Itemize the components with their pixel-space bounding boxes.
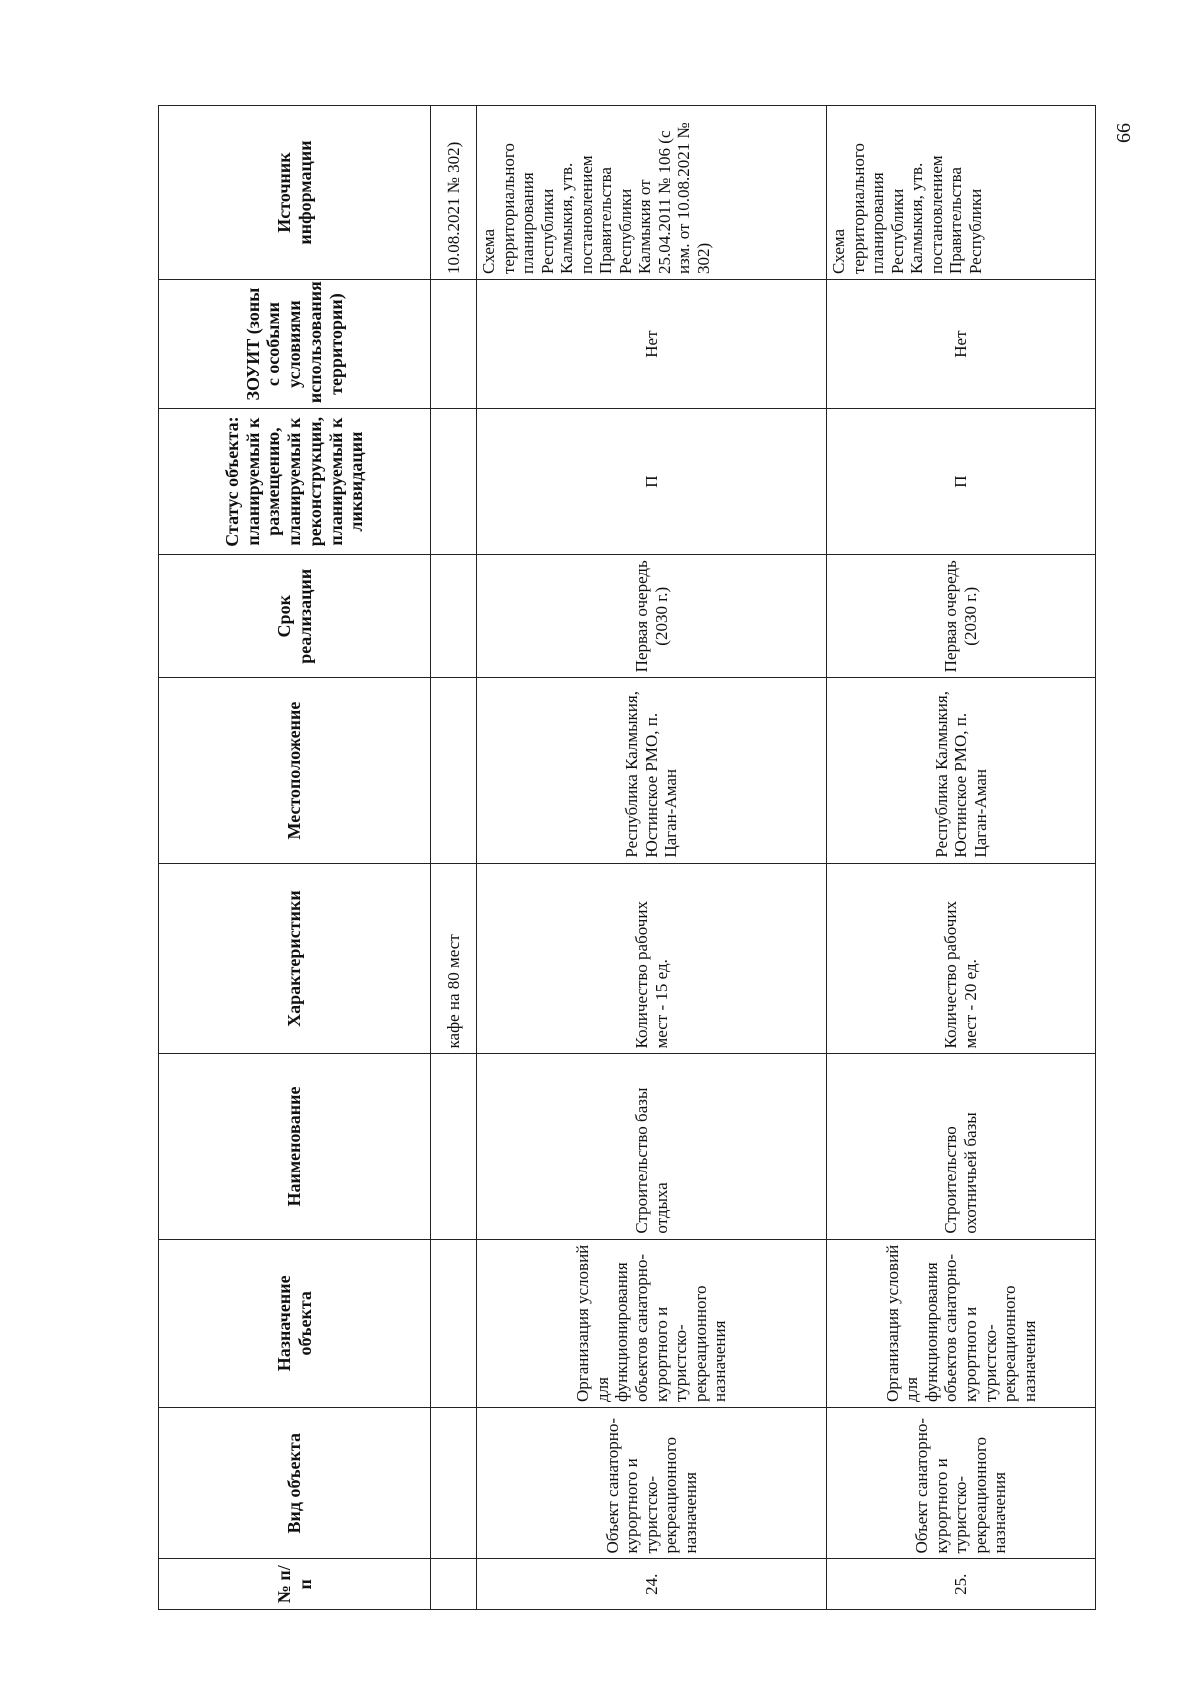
cont-status <box>431 409 477 555</box>
page-number: 66 <box>1113 123 1135 143</box>
table-row <box>477 106 827 1610</box>
info-source: Схема территориального планирования Республики Калмыкия, утв. постановлением Правительства Республики <box>827 106 1096 280</box>
object-status: П <box>827 409 1096 555</box>
header-purpose: Назначение объекта <box>159 1239 431 1407</box>
cont-source: 10.08.2021 № 302) <box>431 106 477 280</box>
object-kind: Объект санаторно-курортного и туристско-рекреационного назначения <box>827 1407 1096 1559</box>
row-number: 24. <box>477 1559 827 1610</box>
cont-term <box>431 555 477 678</box>
header-status: Статус объекта: планируемый к размещению, планируемый к реконструкции, планируемый к ликвидации <box>159 409 431 555</box>
cont-purpose <box>431 1239 477 1407</box>
object-status: П <box>477 409 827 555</box>
object-name: Строительство охотничьей базы <box>827 1054 1096 1239</box>
header-source: Источник информации <box>159 106 431 280</box>
implementation-term: Первая очередь (2030 г.) <box>477 555 827 678</box>
object-location: Республика Калмыкия, Юстинское РМО, п. Цаган-Аман <box>827 678 1096 863</box>
zouit-value: Нет <box>477 280 827 409</box>
header-term: Срок реализации <box>159 555 431 678</box>
object-name: Строительство базы отдыха <box>477 1054 827 1239</box>
object-kind: Объект санаторно-курортного и туристско-рекреационного назначения <box>477 1407 827 1559</box>
header-row <box>159 106 431 1610</box>
table-row <box>827 106 1096 1610</box>
cont-name <box>431 1054 477 1239</box>
cont-zouit <box>431 280 477 409</box>
header-location: Местоположение <box>159 678 431 863</box>
header-name: Наименование <box>159 1054 431 1239</box>
object-characteristics: Количество рабочих мест - 20 ед. <box>827 863 1096 1054</box>
continuation-row <box>431 106 477 1610</box>
header-kind: Вид объекта <box>159 1407 431 1559</box>
cont-num <box>431 1559 477 1610</box>
object-location: Республика Калмыкия, Юстинское РМО, п. Цаган-Аман <box>477 678 827 863</box>
cont-location <box>431 678 477 863</box>
implementation-term: Первая очередь (2030 г.) <box>827 555 1096 678</box>
header-characteristics: Характеристики <box>159 863 431 1054</box>
zouit-value: Нет <box>827 280 1096 409</box>
cont-kind <box>431 1407 477 1559</box>
object-purpose: Организация условий для функционирования объектов санаторно-курортного и туристско-рекреационного назначения <box>477 1239 827 1407</box>
object-purpose: Организация условий для функционирования объектов санаторно-курортного и туристско-рекреационного назначения <box>827 1239 1096 1407</box>
objects-table <box>158 105 1096 1610</box>
cont-characteristics: кафе на 80 мест <box>431 863 477 1054</box>
row-number: 25. <box>827 1559 1096 1610</box>
document-sheet <box>158 105 1095 1610</box>
header-num: № п/п <box>159 1559 431 1610</box>
object-characteristics: Количество рабочих мест - 15 ед. <box>477 863 827 1054</box>
info-source: Схема территориального планирования Республики Калмыкия, утв. постановлением Правительства Республики Калмыкия от 25.04.2011 № 106 (с изм. от 10.08.2021 № 302) <box>477 106 827 280</box>
header-zouit: ЗОУИТ (зоны с особыми условиями использования территории) <box>159 280 431 409</box>
